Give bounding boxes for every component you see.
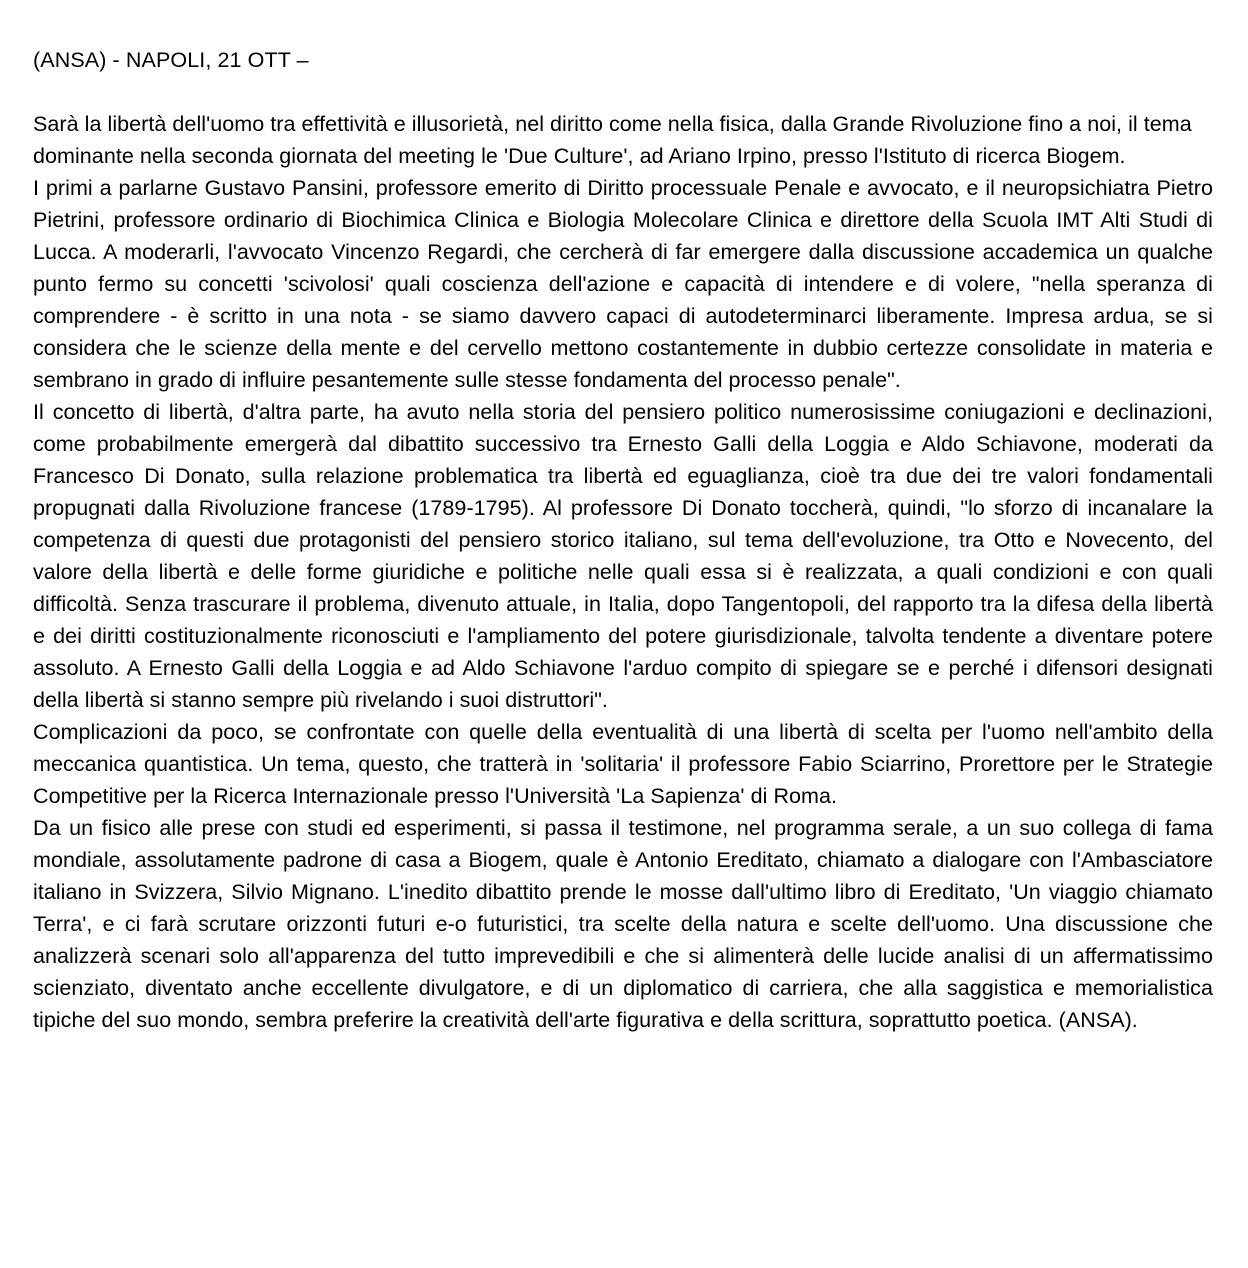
dateline-spacer — [33, 76, 1213, 108]
article-paragraph-2: I primi a parlarne Gustavo Pansini, professore emerito di Diritto processuale Penale e avvocato, e il neuropsichiatra Pietro Pietrini, professore ordinario di Biochimica Clinica e Biologia Molecolare Clinica e direttore della Scuola IMT Alti Studi di Lucca. A moderarli, l'avvocato Vincenzo Regardi, che cercherà di far emergere dalla discussione accademica un qualche punto fermo su concetti 'scivolosi' quali coscienza dell'azione e capacità di intendere e di volere, "nella speranza di comprendere - è scritto in una nota - se siamo davvero capaci di autodeterminarci liberamente. Impresa ardua, se si considera che le scienze della mente e del cervello mettono costantemente in dubbio certezze consolidate in materia e sembrano in grado di influire pesantemente sulle stesse fondamenta del processo penale". — [33, 176, 1213, 392]
article-paragraph-1: Sarà la libertà dell'uomo tra effettività e illusorietà, nel diritto come nella fisica, dalla Grande Rivoluzione fino a noi, il tema dominante nella seconda giornata del meeting le 'Due Culture', ad Ariano Irpino, presso l'Istituto di ricerca Biogem. — [33, 112, 1192, 168]
article-paragraph-4: Complicazioni da poco, se confrontate con quelle della eventualità di una libertà di scelta per l'uomo nell'ambito della meccanica quantistica. Un tema, questo, che tratterà in 'solitaria' il professore Fabio Sciarrino, Prorettore per le Strategie Competitive per la Ricerca Internazionale presso l'Università 'La Sapienza' di Roma. — [33, 720, 1213, 808]
article-paragraph-5: Da un fisico alle prese con studi ed esperimenti, si passa il testimone, nel programma serale, a un suo collega di fama mondiale, assolutamente padrone di casa a Biogem, quale è Antonio Ereditato, chiamato a dialogare con l'Ambasciatore italiano in Svizzera, Silvio Mignano. L'inedito dibattito prende le mosse dall'ultimo libro di Ereditato, 'Un viaggio chiamato Terra', e ci farà scrutare orizzonti futuri e-o futuristici, tra scelte della natura e scelte dell'uomo. Una discussione che analizzerà scenari solo all'apparenza del tutto imprevedibili e che si alimenterà delle lucide analisi di un affermatissimo scienziato, diventato anche eccellente divulgatore, e di un diplomatico di carriera, che alla saggistica e memorialistica tipiche del suo mondo, sembra preferire la creatività dell'arte figurativa e della scrittura, soprattutto poetica. (ANSA). — [33, 816, 1213, 1032]
dateline: (ANSA) - NAPOLI, 21 OTT – — [33, 48, 309, 72]
article-paragraph-3: Il concetto di libertà, d'altra parte, ha avuto nella storia del pensiero politico numerosissime coniugazioni e declinazioni, come probabilmente emergerà dal dibattito successivo tra Ernesto Galli della Loggia e Aldo Schiavone, moderati da Francesco Di Donato, sulla relazione problematica tra libertà ed eguaglianza, cioè tra due dei tre valori fondamentali propugnati dalla Rivoluzione francese (1789-1795). Al professore Di Donato toccherà, quindi, "lo sforzo di incanalare la competenza di questi due protagonisti del pensiero storico italiano, sul tema dell'evoluzione, tra Otto e Novecento, del valore della libertà e delle forme giuridiche e politiche nelle quali essa si è realizzata, a quali condizioni e con quali difficoltà. Senza trascurare il problema, divenuto attuale, in Italia, dopo Tangentopoli, del rapporto tra la difesa della libertà e dei diritti costituzionalmente riconosciuti e l'ampliamento del potere giurisdizionale, talvolta tendente a diventare potere assoluto. A Ernesto Galli della Loggia e ad Aldo Schiavone l'arduo compito di spiegare se e perché i difensori designati della libertà si stanno sempre più rivelando i suoi distruttori". — [33, 400, 1213, 712]
article-body — [33, 108, 1213, 1036]
